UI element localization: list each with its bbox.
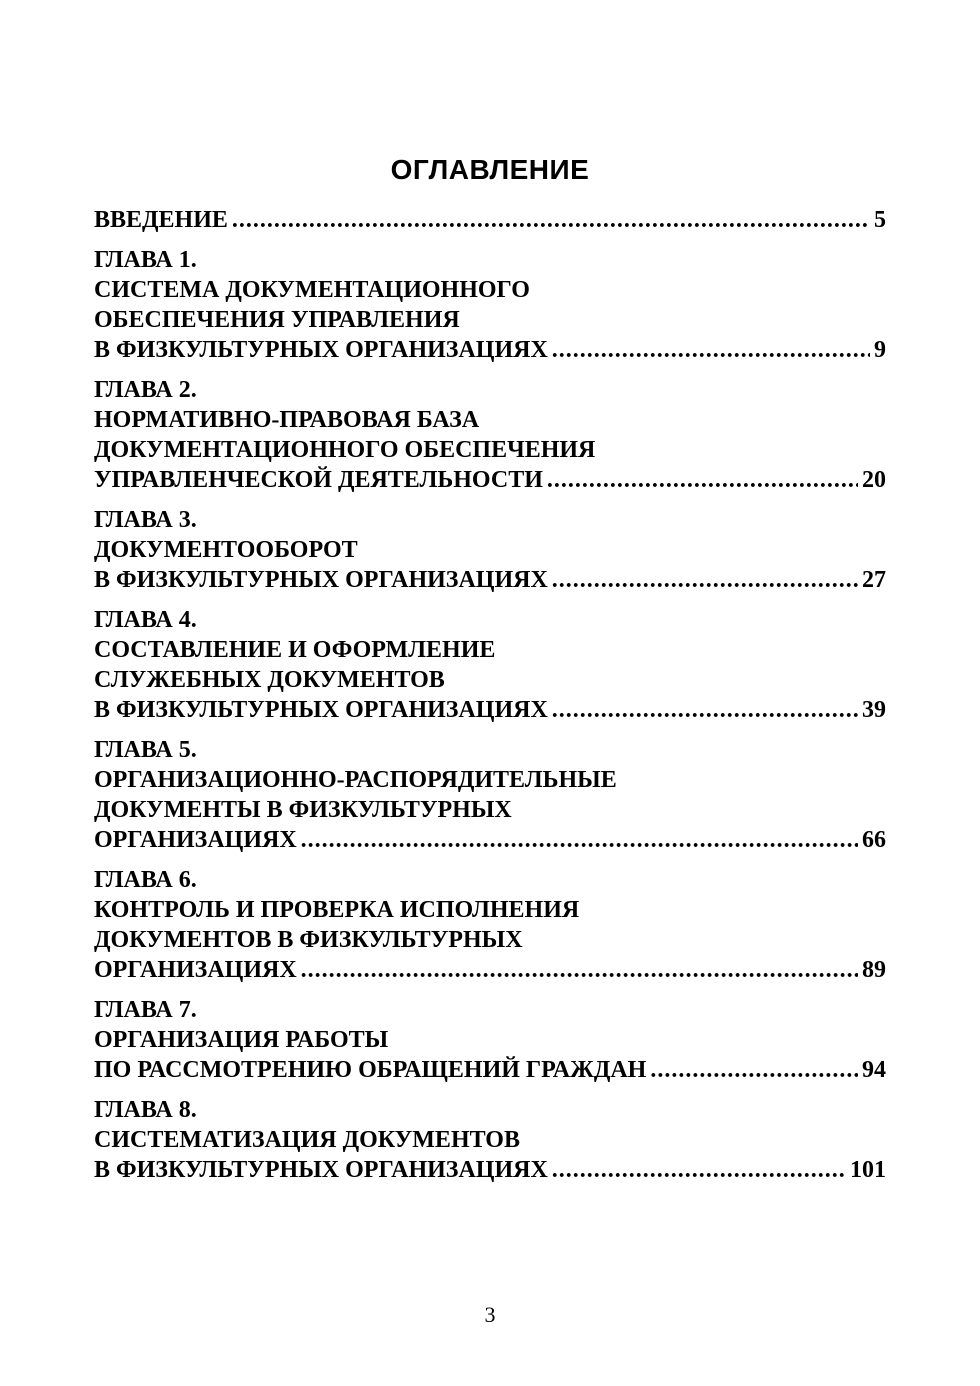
toc-entry-title: УПРАВЛЕНЧЕСКОЙ ДЕЯТЕЛЬНОСТИ [94,467,543,493]
toc-entry-title: ОРГАНИЗАЦИЯХ [94,957,297,983]
toc-leader-dots [547,465,858,495]
table-of-contents [94,205,886,1185]
toc-leader-dots [650,1055,858,1085]
toc-entry-last-line [94,1155,886,1185]
toc-leader-dots [552,695,858,725]
toc-page-number: 94 [862,1057,886,1083]
toc-leader-dots [552,565,858,595]
toc-page-number: 101 [850,1157,886,1183]
toc-entry-chapter-4[interactable] [94,605,886,725]
toc-title-line: ОБЕСПЕЧЕНИЯ УПРАВЛЕНИЯ [94,307,460,333]
toc-chapter-label: ГЛАВА 2. [94,377,197,403]
toc-entry-chapter-5[interactable] [94,735,886,855]
toc-entry-title: В ФИЗКУЛЬТУРНЫХ ОРГАНИЗАЦИЯХ [94,1157,548,1183]
toc-title-line: СИСТЕМА ДОКУМЕНТАЦИОННОГО [94,277,530,303]
toc-page-number: 66 [862,827,886,853]
toc-entry-chapter-7[interactable] [94,995,886,1085]
toc-entry-title: ОРГАНИЗАЦИЯХ [94,827,297,853]
toc-leader-dots [301,955,858,985]
toc-chapter-label: ГЛАВА 6. [94,867,197,893]
toc-entry-last-line [94,695,886,725]
toc-entry-last-line [94,465,886,495]
toc-title-line: ОРГАНИЗАЦИОННО-РАСПОРЯДИТЕЛЬНЫЕ [94,767,617,793]
toc-entry-chapter-1[interactable] [94,245,886,365]
toc-chapter-label: ГЛАВА 5. [94,737,197,763]
toc-leader-dots [232,205,870,235]
toc-entry-title: ПО РАССМОТРЕНИЮ ОБРАЩЕНИЙ ГРАЖДАН [94,1057,647,1083]
toc-title-line: ОРГАНИЗАЦИЯ РАБОТЫ [94,1027,389,1053]
toc-entry-last-line [94,565,886,595]
toc-entry-last-line [94,205,886,235]
toc-title-line: НОРМАТИВНО-ПРАВОВАЯ БАЗА [94,407,480,433]
toc-page-number: 39 [862,697,886,723]
toc-chapter-label: ГЛАВА 7. [94,997,197,1023]
toc-title-line: ДОКУМЕНТООБОРОТ [94,537,358,563]
toc-title-line: ДОКУМЕНТОВ В ФИЗКУЛЬТУРНЫХ [94,927,523,953]
toc-leader-dots [552,1155,846,1185]
toc-entry-introduction[interactable] [94,205,886,235]
toc-chapter-label: ГЛАВА 3. [94,507,197,533]
toc-title-line: СИСТЕМАТИЗАЦИЯ ДОКУМЕНТОВ [94,1127,520,1153]
toc-entry-title: В ФИЗКУЛЬТУРНЫХ ОРГАНИЗАЦИЯХ [94,567,548,593]
toc-title-line: СОСТАВЛЕНИЕ И ОФОРМЛЕНИЕ [94,637,496,663]
toc-entry-chapter-3[interactable] [94,505,886,595]
toc-entry-title: В ФИЗКУЛЬТУРНЫХ ОРГАНИЗАЦИЯХ [94,697,548,723]
toc-title-line: ДОКУМЕНТЫ В ФИЗКУЛЬТУРНЫХ [94,797,512,823]
toc-entry-title: ВВЕДЕНИЕ [94,207,228,233]
toc-entry-last-line [94,335,886,365]
toc-entry-chapter-2[interactable] [94,375,886,495]
toc-entry-last-line [94,825,886,855]
toc-entry-last-line [94,1055,886,1085]
toc-page-number: 27 [862,567,886,593]
toc-entry-title: В ФИЗКУЛЬТУРНЫХ ОРГАНИЗАЦИЯХ [94,337,548,363]
toc-entry-last-line [94,955,886,985]
toc-chapter-label: ГЛАВА 1. [94,247,197,273]
toc-title-line: ДОКУМЕНТАЦИОННОГО ОБЕСПЕЧЕНИЯ [94,437,596,463]
page-title: ОГЛАВЛЕНИЕ [390,154,590,185]
toc-page-number: 89 [862,957,886,983]
toc-page-number: 5 [874,207,886,233]
toc-title-line: СЛУЖЕБНЫХ ДОКУМЕНТОВ [94,667,445,693]
toc-chapter-label: ГЛАВА 8. [94,1097,197,1123]
toc-leader-dots [301,825,858,855]
toc-chapter-label: ГЛАВА 4. [94,607,197,633]
toc-entry-chapter-6[interactable] [94,865,886,985]
toc-title-line: КОНТРОЛЬ И ПРОВЕРКА ИСПОЛНЕНИЯ [94,897,580,923]
toc-entry-chapter-8[interactable] [94,1095,886,1185]
toc-page-number: 9 [874,337,886,363]
page-number: 3 [484,1302,496,1327]
toc-page-number: 20 [862,467,886,493]
toc-leader-dots [552,335,870,365]
